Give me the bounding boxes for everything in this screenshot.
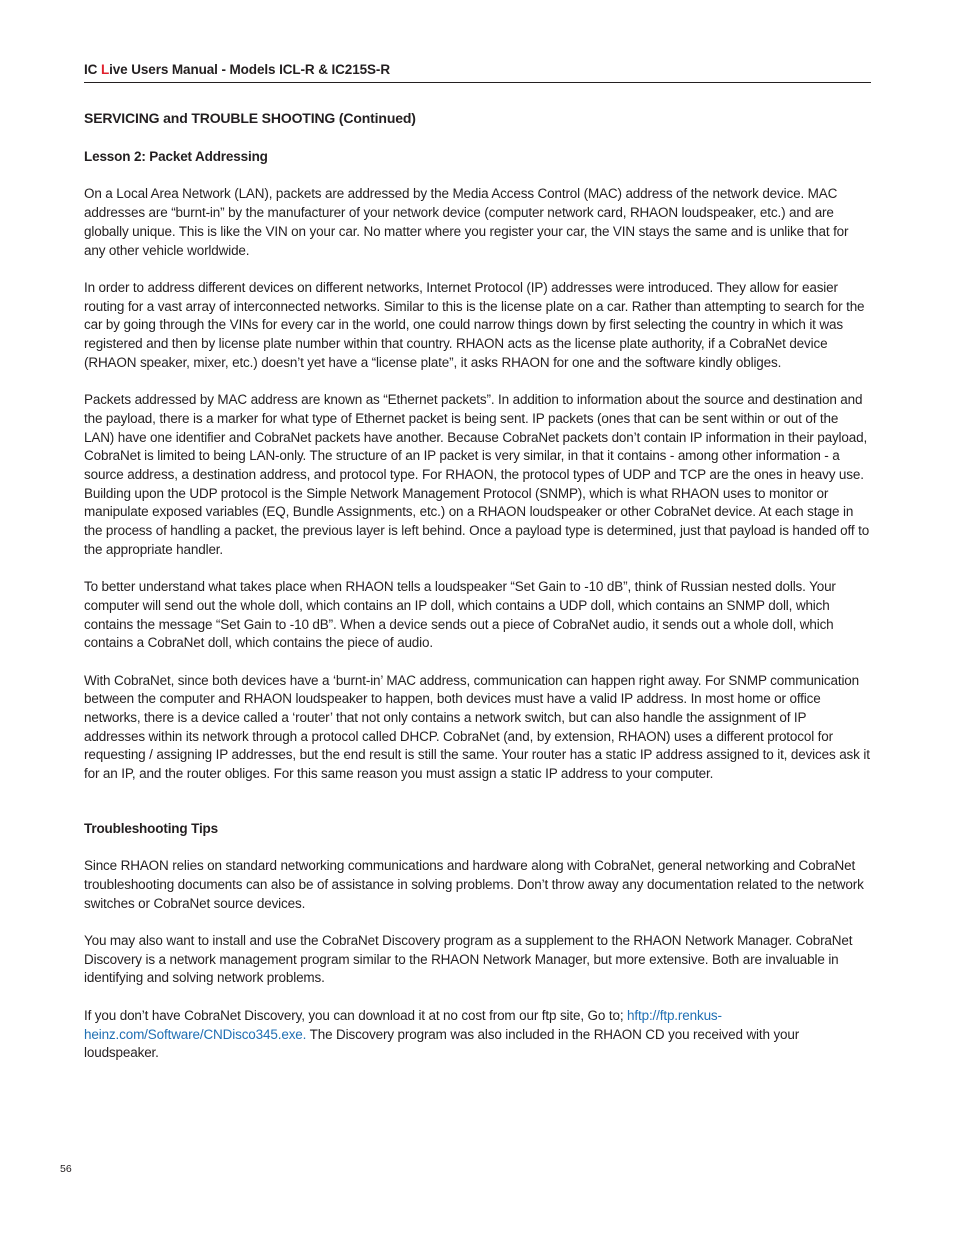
lesson-paragraph-ip: In order to address different devices on different networks, Internet Protocol (IP) addresses were introduced. They allow for easier routing for a vast array of interconnected networks. Similar to this is the license plate on a car. Rather than attempting to search for the car by going through the VINs for every car in the world, one could narrow things down by first selecting the country in which it was registered and then by license plate number within that country. RHAON acts as the license plate authority, if a CobraNet device (RHAON speaker, mixer, etc.) doesn’t yet have a “license plate”, it asks RHAON for one and the software kindly obliges. bbox=[84, 279, 865, 370]
lesson-paragraph-mac: On a Local Area Network (LAN), packets are addressed by the Media Access Control (MAC) address of the network device. MAC addresses are “burnt-in” by the manufacturer of your network device (computer network card, RHAON loudspeaker, etc.) and are globally unique. This is like the VIN on your car. No matter where you register your car, the VIN stays the same and is unlike that for any other vehicle worldwide. bbox=[84, 186, 849, 258]
header-title-accent: L bbox=[100, 62, 110, 77]
section-title: SERVICING and TROUBLE SHOOTING (Continued) bbox=[84, 110, 416, 126]
cobranet-discovery-download-link[interactable]: hftp://ftp.renkus-heinz.com/Software/CNDisco345.exe. bbox=[84, 1007, 722, 1042]
tips-paragraph-download bbox=[84, 1007, 870, 1063]
lesson-paragraph-router: With CobraNet, since both devices have a ‘burnt-in’ MAC address, communication can happen right away. For SNMP communication between the computer and RHAON loudspeaker to happen, both devices must have a valid IP address. In most home or office networks, there is a device called a ‘router’ that not only contains a network switch, but can also handle the assignment of IP addresses within its network through a protocol called DHCP. CobraNet (and, by extension, RHAON) uses a different protocol for requesting / assigning IP addresses, but the end result is still the same. Your router has a static IP address assigned to it, devices ask it for an IP, and the router obliges. For this same reason you must assign a static IP address to your computer. bbox=[84, 672, 870, 782]
tips-paragraph-discovery: You may also want to install and use the CobraNet Discovery program as a supplement to the RHAON Network Manager. CobraNet Discovery is a network management program similar to the RHAON Network Manager, but more extensive. Both are invaluable in identifying and solving network problems. bbox=[84, 933, 853, 986]
download-text-prefix: If you don’t have CobraNet Discovery, you can download it at no cost from our ftp site, Go to; bbox=[84, 1007, 628, 1023]
download-text-suffix: The Discovery program was also included in the RHAON CD you received with your loudspeaker. bbox=[84, 1026, 800, 1061]
lesson-title: Lesson 2: Packet Addressing bbox=[84, 149, 268, 164]
header-title-prefix: IC bbox=[84, 62, 101, 77]
header-divider bbox=[84, 82, 871, 83]
running-header bbox=[84, 62, 870, 77]
lesson-paragraph-ethernet: Packets addressed by MAC address are known as “Ethernet packets”. In addition to information about the source and destination and the payload, there is a marker for what type of Ethernet packet is being sent. IP packets (ones that can be sent within or out of the LAN) have one identifier and CobraNet packets have another. Because CobraNet packets don’t contain IP information in their payload, CobraNet is limited to being LAN-only. The structure of an IP packet is very similar, in that it contains - among other information - a source address, a destination address, and protocol type. For RHAON, the protocol types of UDP and TCP are the ones in heavy use. Building upon the UDP protocol is the Simple Network Management Protocol (SNMP), which is what RHAON uses to monitor or manipulate exposed variables (EQ, Bundle Assignments, etc.) on a RHAON loudspeaker or other CobraNet device. At each stage in the process of handling a packet, the previous layer is left behind. Once a payload type is determined, just that payload is handed off to the appropriate handler. bbox=[84, 392, 870, 557]
lesson-paragraph-nested-dolls: To better understand what takes place when RHAON tells a loudspeaker “Set Gain to -10 dB”, think of Russian nested dolls. Your computer will send out the whole doll, which contains an IP doll, which contains a UDP doll, which contains an SNMP doll, which contains the message “Set Gain to -10 dB”. When a device sends out a piece of CobraNet audio, it sends out a whole doll, which contains a CobraNet doll, which contains the piece of audio. bbox=[84, 579, 836, 651]
tips-paragraph-documents: Since RHAON relies on standard networking communications and hardware along with CobraNet, general networking and CobraNet troubleshooting documents can also be of assistance in solving problems. Don’t throw away any documentation related to the network switches or CobraNet source devices. bbox=[84, 858, 864, 911]
tips-title: Troubleshooting Tips bbox=[84, 820, 218, 836]
page-number: 56 bbox=[60, 1163, 72, 1175]
page-content bbox=[84, 109, 870, 1063]
header-title-rest: ive Users Manual - Models ICL-R & IC215S-R bbox=[109, 62, 390, 77]
